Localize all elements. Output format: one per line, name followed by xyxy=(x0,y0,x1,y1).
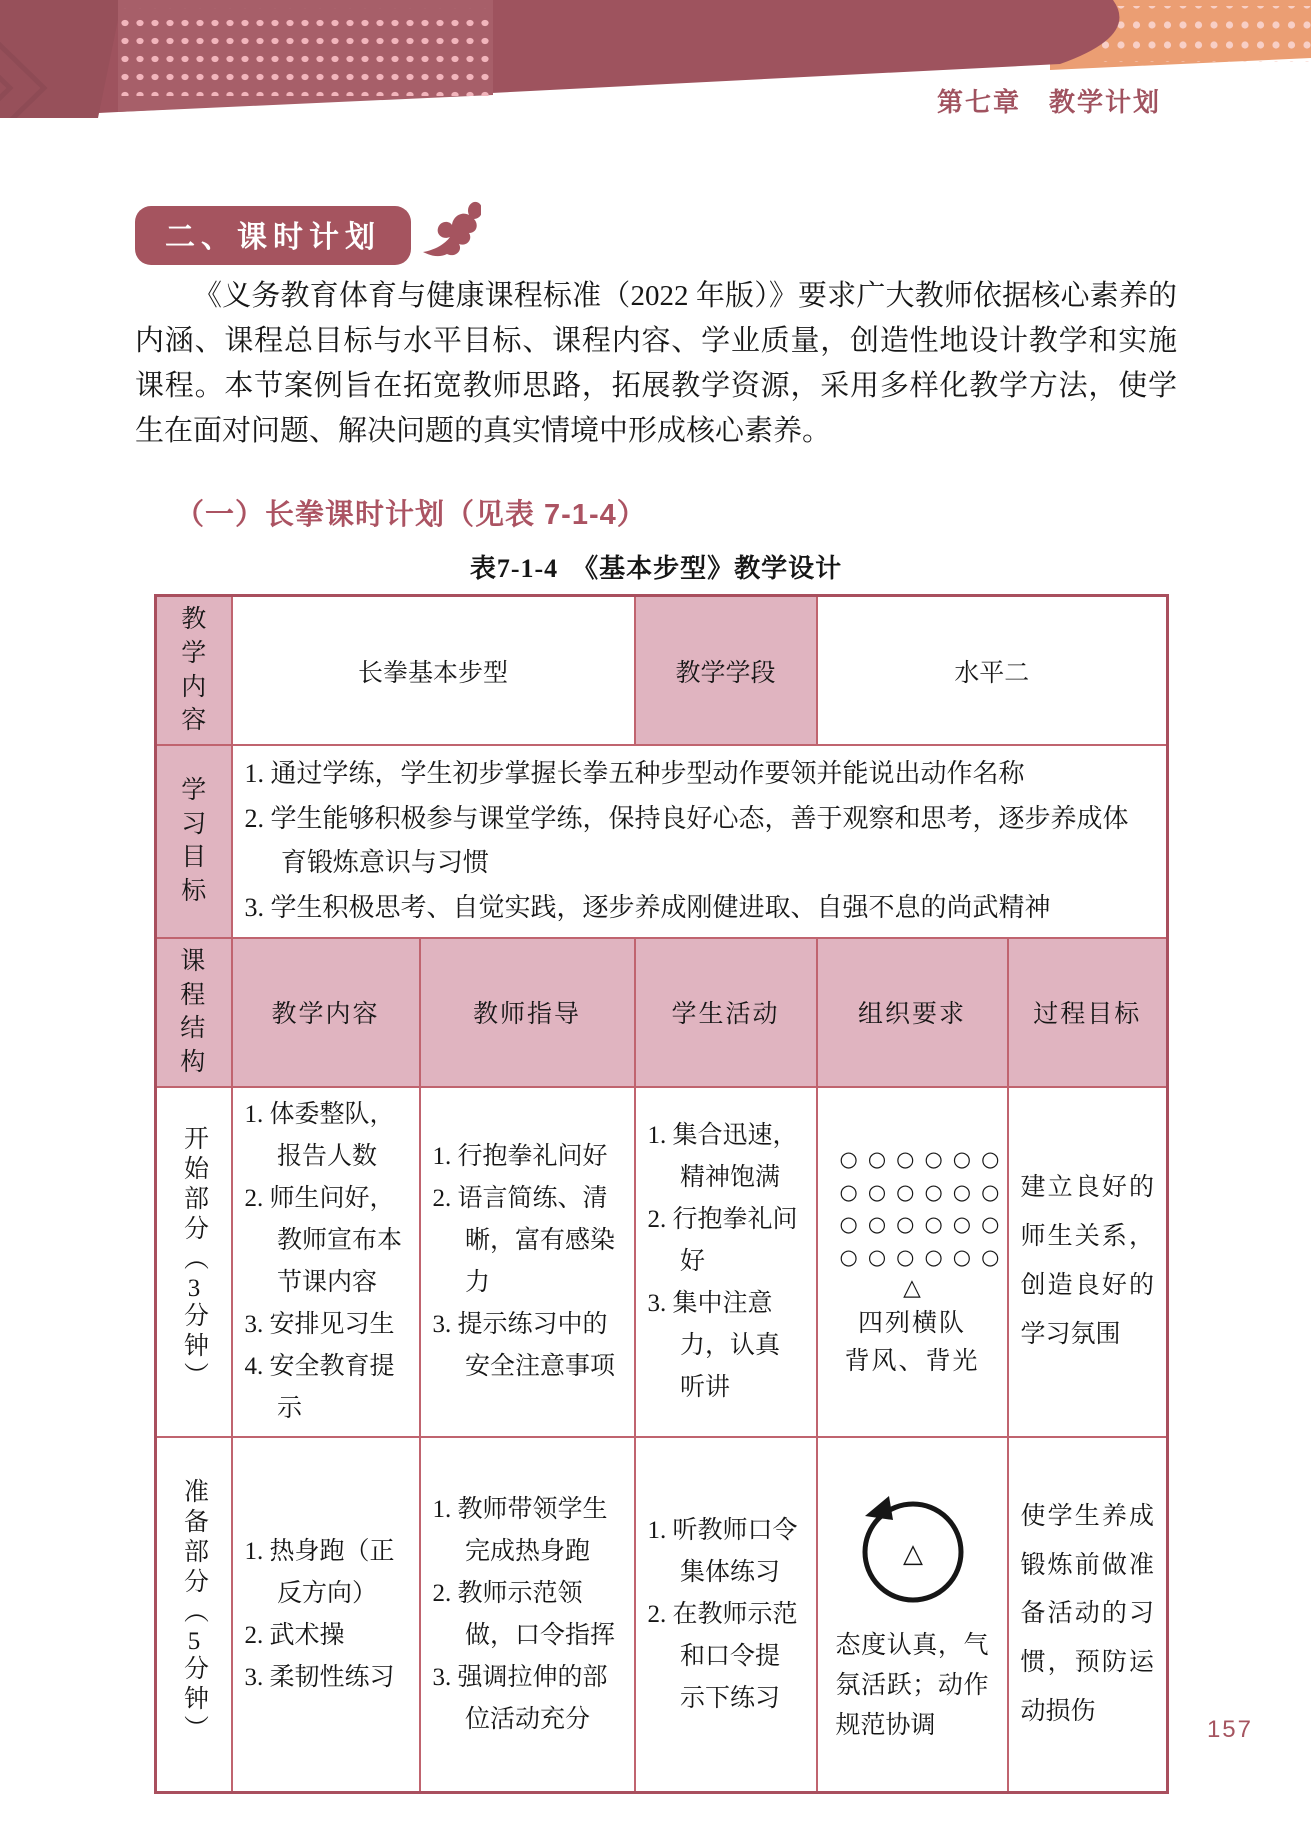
cloud-scroll-flourish-icon xyxy=(419,200,481,260)
opening-organization-cell xyxy=(817,1087,1008,1437)
list-item: 1. 教师带领学生完成热身跑 xyxy=(432,1495,608,1565)
opening-activity-list xyxy=(648,1115,804,1409)
preparation-activity-cell xyxy=(635,1437,817,1793)
formation-notes xyxy=(830,1305,995,1380)
list-item: 背风、背光 xyxy=(844,1347,980,1375)
goals-cell xyxy=(232,745,1168,938)
list-item: 2. 师生问好，教师宣布本节课内容 xyxy=(244,1184,403,1296)
run-direction-arrowhead xyxy=(865,1496,893,1520)
list-item: 3. 集中注意力，认真听讲 xyxy=(647,1289,781,1401)
list-item: 2. 教师示范领做，口令指挥 xyxy=(432,1579,616,1649)
center-triangle-mark: △ xyxy=(903,1538,924,1569)
list-item: 1. 体委整队，报告人数 xyxy=(244,1100,395,1170)
list-item: 2. 语言简练、清晰，富有感染力 xyxy=(432,1184,616,1296)
opening-content-cell xyxy=(232,1087,420,1437)
list-item: 1. 听教师口令集体练习 xyxy=(647,1516,798,1586)
list-item: 1. 行抱拳礼问好 xyxy=(432,1142,608,1170)
preparation-content-cell xyxy=(232,1437,420,1793)
list-item: ○○○○○○ xyxy=(839,1212,1010,1237)
info-label-content: 教学内容 xyxy=(156,596,232,746)
opening-content-list xyxy=(245,1094,407,1430)
section-badge-row xyxy=(135,206,481,265)
list-item: 2. 武术操 xyxy=(244,1621,345,1649)
subheading: （一）长拳课时计划（见表 7-1-4） xyxy=(175,499,647,531)
chapter-header: 第七章 教学计划 xyxy=(936,87,1161,117)
opening-activity-cell xyxy=(635,1087,817,1437)
list-item: 3. 安排见习生 xyxy=(244,1310,395,1338)
list-item: 2. 在教师示范和口令提示下练习 xyxy=(647,1600,798,1712)
preparation-content-list xyxy=(245,1531,407,1699)
info-label-stage: 教学学段 xyxy=(635,596,817,746)
info-row xyxy=(156,596,1168,746)
opening-objective-cell: 建立良好的师生关系，创造良好的学习氛围 xyxy=(1008,1087,1168,1437)
preparation-organization-cell xyxy=(817,1437,1008,1793)
info-value-content: 长拳基本步型 xyxy=(232,596,635,746)
list-item: 4. 安全教育提示 xyxy=(244,1352,395,1422)
phase-label-preparation: 准备部分（5分钟） xyxy=(156,1437,232,1793)
list-item: 3. 柔韧性练习 xyxy=(244,1663,395,1691)
list-item: ○○○○○○ xyxy=(839,1179,1010,1204)
phase-row-opening xyxy=(156,1087,1168,1437)
list-item: 3. 学生积极思考、自觉实践，逐步养成刚健进取、自强不息的尚武精神 xyxy=(244,893,1051,923)
preparation-guidance-cell xyxy=(420,1437,635,1793)
table-caption: 表7-1-4 《基本步型》教学设计 xyxy=(469,554,843,583)
preparation-guidance-list xyxy=(433,1489,622,1741)
list-item: 2. 学生能够积极参与课堂学练，保持良好心态，善于观察和思考，逐步养成体育锻炼意识与习惯 xyxy=(244,803,1129,878)
list-item: 四列横队 xyxy=(858,1310,967,1338)
phase-row-preparation xyxy=(156,1437,1168,1793)
preparation-activity-list xyxy=(648,1510,804,1720)
section-badge-label: 二、课时计划 xyxy=(165,221,381,254)
column-header-row xyxy=(156,938,1168,1087)
list-item: 1. 通过学练，学生初步掌握长拳五种步型动作要领并能说出动作名称 xyxy=(244,759,1025,788)
column-teaching-content: 教学内容 xyxy=(232,938,420,1087)
circular-run-route-diagram xyxy=(849,1486,975,1612)
info-value-stage: 水平二 xyxy=(817,596,1168,746)
goals-list xyxy=(245,752,1155,931)
goals-row xyxy=(156,745,1168,938)
formation-circles xyxy=(830,1143,1010,1273)
list-item: 3. 提示练习中的安全注意事项 xyxy=(432,1310,616,1380)
list-item: 1. 热身跑（正反方向） xyxy=(244,1537,395,1607)
column-teacher-guidance: 教师指导 xyxy=(420,938,635,1087)
intro-paragraph: 《义务教育体育与健康课程标准（2022 年版）》要求广大教师依据核心素养的内涵、课程总目标与水平目标、课程内容、学业质量，创造性地设计教学和实施课程。本节案例旨在拓宽教师思路，拓展教学资源，采用多样化教学方法，使学生在面对问题、解决问题的真实情境中形成核心素养。 xyxy=(135,280,1177,447)
list-item: ○○○○○○ xyxy=(839,1244,1010,1269)
goals-label: 学习目标 xyxy=(156,745,232,938)
teacher-triangle-mark: △ xyxy=(903,1275,921,1302)
list-item: ○○○○○○ xyxy=(839,1147,1010,1172)
column-process-goal: 过程目标 xyxy=(1008,938,1168,1087)
list-item: 2. 行抱拳礼问好 xyxy=(647,1205,798,1275)
column-organization: 组织要求 xyxy=(817,938,1008,1087)
opening-guidance-list xyxy=(433,1136,622,1388)
section-badge xyxy=(135,206,411,265)
list-item: 1. 集合迅速，精神饱满 xyxy=(647,1121,798,1191)
preparation-organization-note: 态度认真，气氛活跃；动作规范协调 xyxy=(835,1631,989,1739)
lesson-plan-table xyxy=(154,594,1169,1794)
preparation-objective-cell: 使学生养成锻炼前做准备活动的习惯，预防运动损伤 xyxy=(1008,1437,1168,1793)
page-number: 157 xyxy=(1206,1716,1253,1743)
phase-label-opening: 开始部分（3分钟） xyxy=(156,1087,232,1437)
list-item: 3. 强调拉伸的部位活动充分 xyxy=(432,1663,608,1733)
opening-guidance-cell xyxy=(420,1087,635,1437)
column-structure: 课程结构 xyxy=(156,938,232,1087)
column-student-activity: 学生活动 xyxy=(635,938,817,1087)
